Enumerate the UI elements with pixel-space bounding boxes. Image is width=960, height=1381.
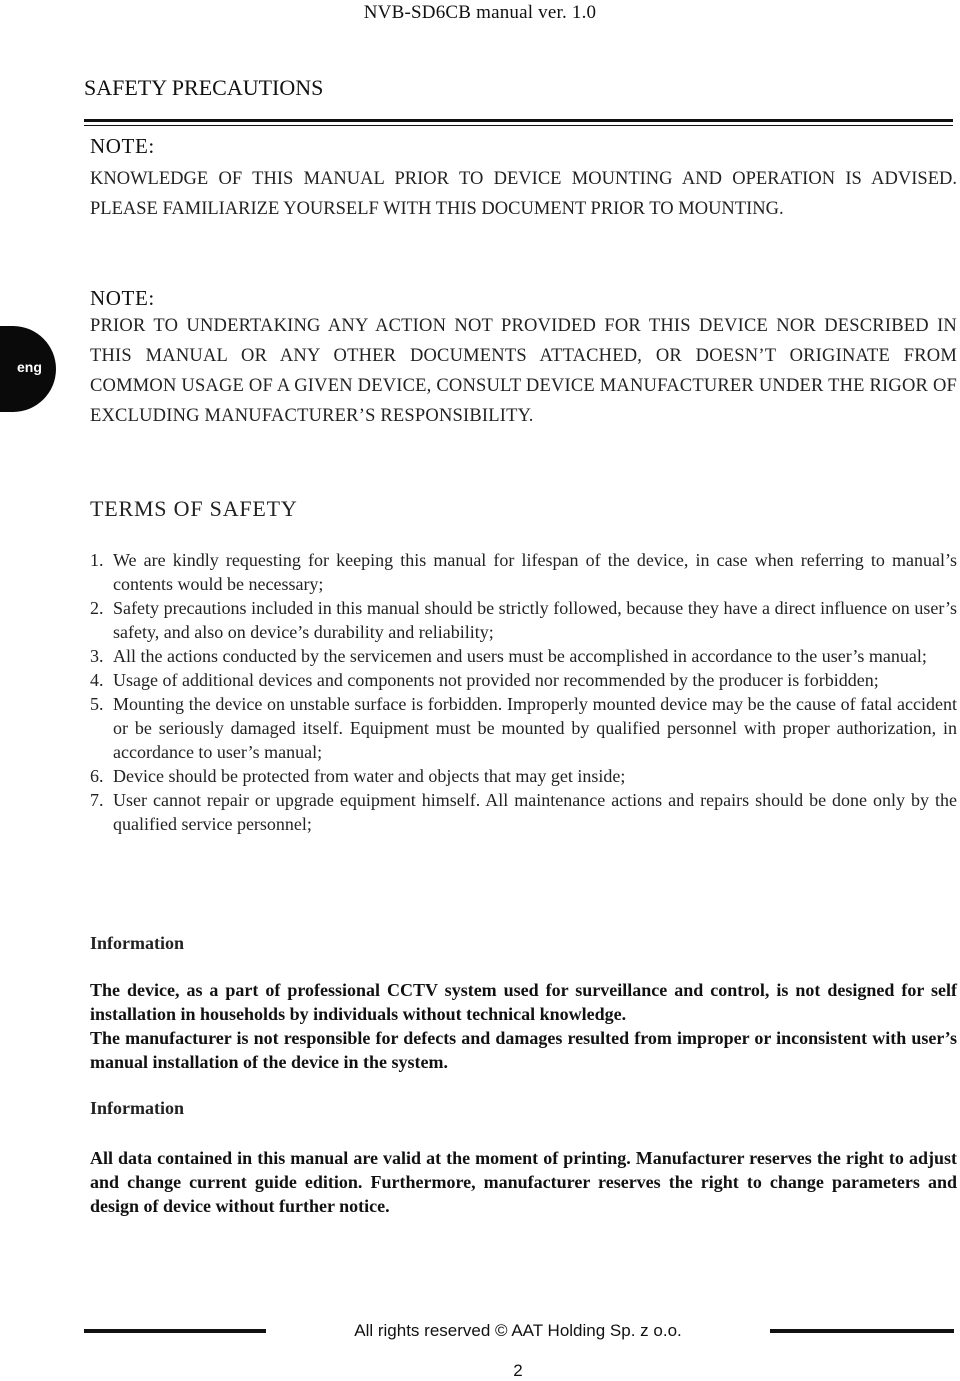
- footer-copyright: All rights reserved © AAT Holding Sp. z o.o.: [354, 1321, 682, 1340]
- terms-list: [90, 548, 957, 836]
- list-item-number: 1.: [90, 550, 104, 570]
- page-number: 2: [513, 1361, 523, 1380]
- list-item-text: All the actions conducted by the servicemen and users must be accomplished in accordance to the user’s manual;: [113, 646, 927, 666]
- note-heading-2: NOTE:: [90, 286, 155, 310]
- list-item-number: 2.: [90, 598, 104, 618]
- list-item: [90, 788, 957, 836]
- section-title: SAFETY PRECAUTIONS: [84, 75, 324, 100]
- list-item-number: 6.: [90, 766, 104, 786]
- list-item: [90, 764, 957, 788]
- footer-rule-right: [770, 1329, 954, 1333]
- list-item: [90, 692, 957, 764]
- info-para-1: The device, as a part of professional CCTV system used for surveillance and control, is not designed for self installation in households by individuals without technical knowledge.: [90, 980, 957, 1024]
- note-heading-1: NOTE:: [90, 134, 155, 158]
- list-item-text: Safety precautions included in this manual should be strictly followed, because they have a direct influence on user’s safety, and also on device’s durability and reliability;: [113, 598, 957, 642]
- list-item: [90, 668, 957, 692]
- list-item-number: 7.: [90, 790, 104, 810]
- list-item-text: We are kindly requesting for keeping this manual for lifespan of the device, in case when referring to manual’s contents would be necessary;: [113, 550, 957, 594]
- list-item: [90, 644, 957, 668]
- list-item: [90, 548, 957, 596]
- header-title: NVB-SD6CB manual ver. 1.0: [363, 2, 597, 23]
- language-tab: [0, 326, 56, 412]
- list-item-text: Device should be protected from water and objects that may get inside;: [113, 766, 626, 786]
- info-para-2: The manufacturer is not responsible for defects and damages resulted from improper or inconsistent with user’s manual installation of the device in the system.: [90, 1028, 957, 1072]
- list-item-number: 5.: [90, 694, 104, 714]
- list-item-text: User cannot repair or upgrade equipment himself. All maintenance actions and repairs should be done only by the qualified service personnel;: [113, 790, 957, 834]
- note-text-2: PRIOR TO UNDERTAKING ANY ACTION NOT PROVIDED FOR THIS DEVICE NOR DESCRIBED IN THIS MANUAL OR ANY OTHER DOCUMENTS ATTACHED, OR DOESN’T ORIGINATE FROM COMMON USAGE OF A GIVEN DEVICE, CONSULT DEVICE MANUFACTURER UNDER THE RIGOR OF EXCLUDING MANUFACTURER’S RESPONSIBILITY.: [90, 316, 957, 426]
- info-label-2: Information: [90, 1098, 184, 1118]
- note-text-1: KNOWLEDGE OF THIS MANUAL PRIOR TO DEVICE MOUNTING AND OPERATION IS ADVISED. PLEASE FAMILIARIZE YOURSELF WITH THIS DOCUMENT PRIOR TO MOUNTING.: [90, 169, 957, 219]
- list-item-text: Mounting the device on unstable surface is forbidden. Improperly mounted device may be the cause of fatal accident or be seriously damaged itself. Equipment must be mounted by qualified personnel with proper authorization, in accordance to user’s manual;: [113, 694, 957, 762]
- list-item-number: 3.: [90, 646, 104, 666]
- info-label-1: Information: [90, 933, 184, 953]
- footer-rule-left: [84, 1329, 266, 1333]
- language-tab-label: eng: [17, 359, 42, 375]
- section-rule-thin: [84, 125, 953, 126]
- section-rule-thick: [84, 119, 953, 122]
- info-para-3: All data contained in this manual are valid at the moment of printing. Manufacturer reserves the right to adjust and change current guide edition. Furthermore, manufacturer reserves the right to change parameters and design of device without further notice.: [90, 1148, 957, 1216]
- list-item-number: 4.: [90, 670, 104, 690]
- terms-heading: TERMS OF SAFETY: [90, 496, 298, 521]
- list-item-text: Usage of additional devices and components not provided nor recommended by the producer is forbidden;: [113, 670, 879, 690]
- list-item: [90, 596, 957, 644]
